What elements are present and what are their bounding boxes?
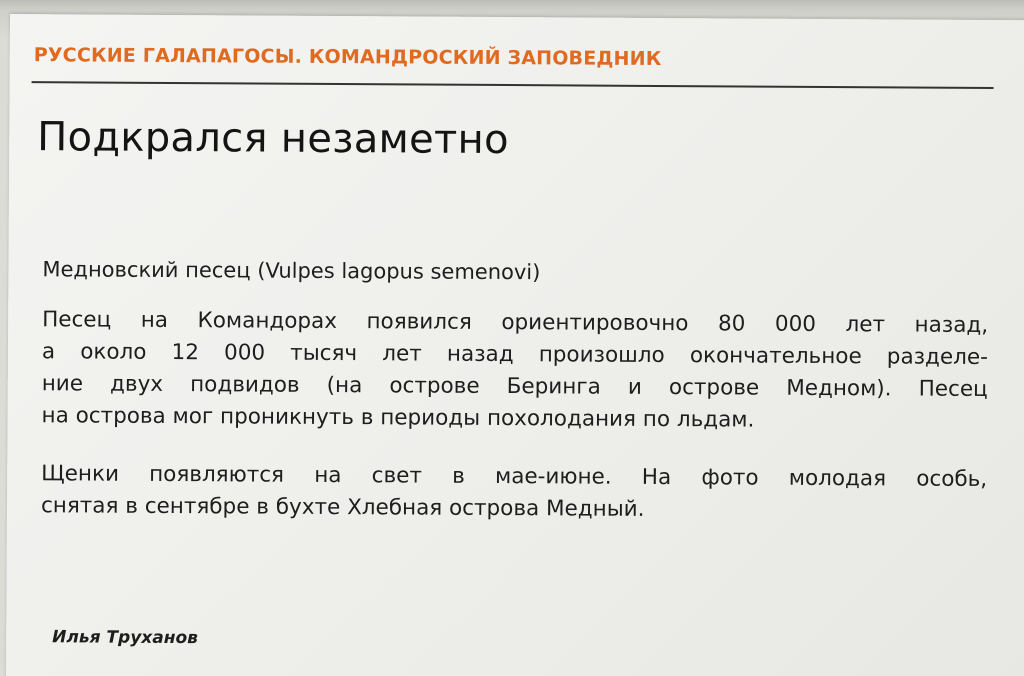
series-title: РУССКИЕ ГАЛАПАГОСЫ. КОМАНДРОСКИЙ ЗАПОВЕДНИК — [33, 44, 662, 70]
paragraph-line: а около 12 000 тысяч лет назад произошло окончательное разделе- — [41, 339, 988, 370]
description-paragraph — [41, 304, 988, 438]
species-name: Медновский песец (Vulpes lagopus semenovi) — [42, 257, 541, 285]
plaque-headline: Подкрался незаметно — [37, 114, 509, 164]
photo-caption-paragraph — [41, 458, 987, 528]
divider-line — [32, 81, 994, 89]
paragraph-line: на острова мог проникнуть в периоды похолодания по льдам. — [41, 403, 755, 433]
museum-plaque — [6, 14, 1024, 676]
paragraph-line: Песец на Командорах появился ориентировочно 80 000 лет назад, — [42, 307, 989, 338]
paragraph-line: снятая в сентябре в бухте Хлебная острова Медный. — [40, 493, 645, 522]
paragraph-line: ние двух подвидов (на острове Беринга и острове Медном). Песец — [41, 371, 988, 402]
paragraph-line: Щенки появляются на свет в мае-июне. На фото молодая особь, — [41, 461, 988, 492]
photographer-credit: Илья Труханов — [52, 627, 198, 649]
